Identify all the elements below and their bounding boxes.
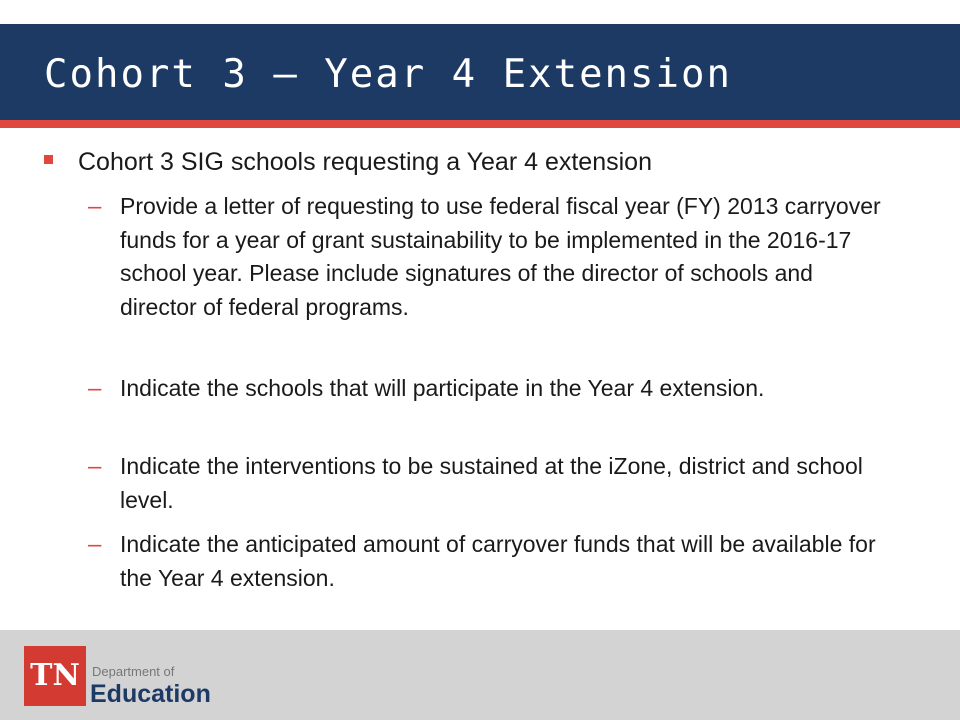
dash-bullet-icon: – — [88, 375, 102, 402]
tn-logo — [24, 646, 86, 706]
logo-education-text: Education — [90, 680, 211, 708]
title-divider — [0, 120, 960, 128]
footer-bar — [0, 630, 960, 720]
sub-bullet-text: Indicate the schools that will participate in the Year 4 extension. — [120, 375, 765, 401]
square-bullet-icon — [44, 155, 53, 164]
slide-title: Cohort 3 – Year 4 Extension — [44, 52, 732, 97]
sub-bullet-text: Provide a letter of requesting to use federal fiscal year (FY) 2013 carryover funds for a year of grant sustainability to be implemented in the 2016-17 school year. Please include signatures of the director of schools and director of federal programs. — [120, 193, 881, 320]
dash-bullet-icon: – — [88, 531, 102, 558]
dash-bullet-icon: – — [88, 193, 102, 220]
sub-bullet-text: Indicate the anticipated amount of carryover funds that will be available for the Year 4 extension. — [120, 531, 876, 591]
dash-bullet-icon: – — [88, 453, 102, 480]
tn-logo-mark: TN — [30, 658, 80, 693]
logo-department-text: Department of — [92, 664, 175, 679]
sub-bullet-text: Indicate the interventions to be sustained at the iZone, district and school level. — [120, 453, 863, 513]
main-bullet-text: Cohort 3 SIG schools requesting a Year 4 extension — [78, 148, 652, 176]
